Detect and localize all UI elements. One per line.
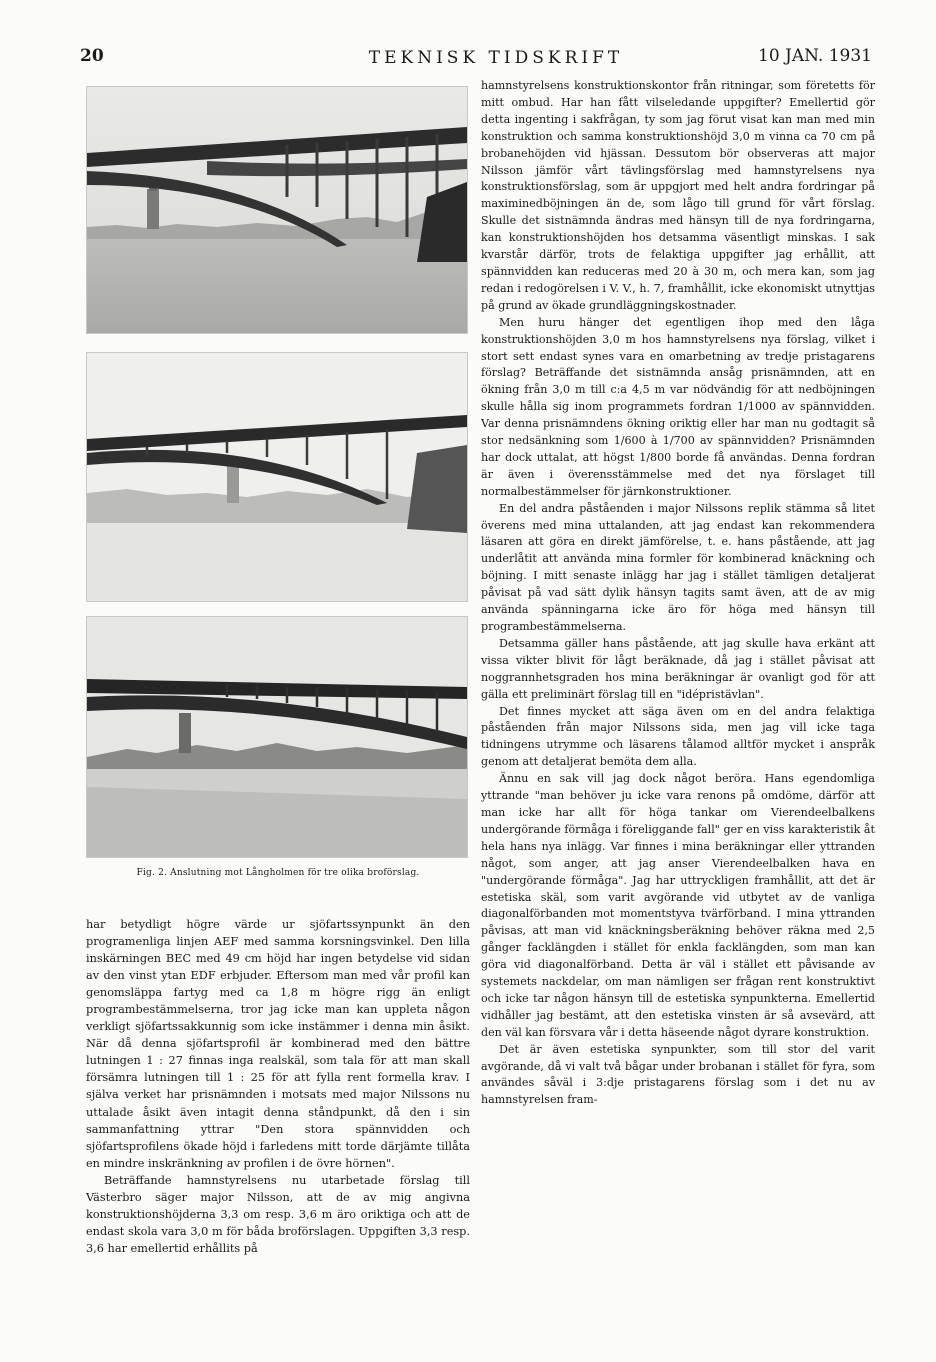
paragraph: Beträffande hamnstyrelsens nu utarbetade förslag till Västerbro säger major Nilsson, att de av mig angivna konstruktionshöjderna 3,3 om resp. 3,6 m äro oriktiga och att de endast skola vara 3,0 m för båda broförslagen. Uppgiften 3,3 resp. 3,6 har emellertid erhållits på bbox=[86, 1173, 470, 1255]
paragraph: hamnstyrelsens konstruktionskontor från ritningar, som företetts för mitt ombud. Har han fått vilseledande uppgifter? Emellertid gör detta ingenting i sakfrågan, ty som jag förut visat kan man med min konstruktion och samma konstruktionshöjd 3,0 m vinna ca 70 cm på brobanehöjden vid hjässan. Dessutom bör observeras att major Nilsson jämför vårt tävlingsförslag med hamnstyrelsens nya konstruktionsförslag, som är uppgjort med helt andra fordringar på maximinedböjningen än de, som lågo till grund för vårt förslag. Skulle det sistnämnda ändras med hänsyn till de nya fordringarna, kan konstruktionshöjden hos detsamma väsentligt minskas. I sak kvarstår därför, trots de felaktiga uppgifter jag erhållit, att spännvidden kan reduceras med 20 à 30 m, och mera kan, som jag redan i redogörelsen i V. V., h. 7, framhållit, icke ekonomiskt utnyttjas på grund av ökade grundläggningskostnader. bbox=[481, 79, 875, 312]
left-column bbox=[86, 86, 470, 1257]
page-header bbox=[80, 46, 872, 76]
paragraph: har betydligt högre värde ur sjöfartssynpunkt än den programenliga linjen AEF med samma korsningsvinkel. Den lilla inskärningen BEC med 49 cm höjd har ingen betydelse vid sidan av den vinst ytan EDF erbjuder. Eftersom man med vår profil kan genomsläppa fartyg med ca 1,8 m högre rigg än enligt programbestämmelserna, tror jag icke man kan uppleta någon verkligt sjöfartssakkunnig som icke instämmer i denna min åsikt. När då denna sjöfartsprofil är kombinerad med den bättre lutningen 1 : 27 finnas inga realskäl, som tala för att man skall försämra lutningen till 1 : 25 för att fylla rent formella krav. I själva verket har prisnämnden i motsats med major Nilssons nu uttalade åsikt även intagit denna ståndpunkt, då den i sin sammanfattning yttrar "Den stora spännvidden och sjöfartsprofilens ökade höjd i farledens mitt torde därjämte tillåta en mindre inskränkning av profilen i de övre hörnen". bbox=[86, 918, 470, 1170]
paragraph: Detsamma gäller hans påstående, att jag skulle hava erkänt att vissa vikter blivit för lågt beräknade, då jag i stället påvisat att noggrannhetsgraden hos mina beräkningar är ovanligt god för att gälla ett preliminärt förslag till en "idépristävlan". bbox=[481, 636, 875, 701]
right-column-text bbox=[481, 78, 875, 1109]
paragraph: Men huru hänger det egentligen ihop med den låga konstruktionshöjden 3,0 m hos hamnstyrelsens nya förslag, vilket i stort sett endast synes vara en omarbetning av tredje pristagarens förslag? Beträffande det sistnämnda ansåg prisnämnden, att en ökning från 3,0 m till c:a 4,5 m var nödvändig för att nedböjningen skulle hålla sig inom programmets fordran 1/1000 av spännvidden. Var denna prisnämndens ökning oriktig eller har man nu godtagit så stor nedsänkning som 1/600 à 1/700 av spännvidden? Prisnämnden har dock uttalat, att högst 1/800 borde få användas. Denna fordran är även i överensstämmelse med det nya förslaget till normalbestämmelser för järnkonstruktioner. bbox=[481, 315, 875, 498]
bridge-photo-1 bbox=[86, 86, 468, 334]
paragraph: Ännu en sak vill jag dock något beröra. Hans egendomliga yttrande "man behöver ju icke vara renons på omdöme, därför att man icke har allt för höga tankar om Vierendeelbalkens undergörande förmåga i föreliggande fall" ger en viss karakteristik åt hela hans nya inlägg. Var finnes i mina beräkningar eller yttranden något, som anger, att jag anser Vierendeelbalken hava en "undergörande förmåga". Jag har uttryckligen framhållit, att det är estetiska skäl, som varit avgörande vid utbytet av de vanliga diagonalförbanden mot momentstyva tvärförband. I mina yttranden påvisas, att man vid knäckningsberäkning behöver räkna med 2,5 gånger facklängden i stället för enkla facklängden, som man kan göra vid diagonalförband. Detta är väl i stället ett påvisande av systemets nackdelar, om man nämligen ser frågan rent konstruktivt och icke tar någon hänsyn till de estetiska synpunkterna. Emellertid vidhåller jag bestämt, att den estetiska vinsten är så avsevärd, att den väl kan försvara vår i detta häseende något dyrare konstruktion. bbox=[481, 772, 875, 1039]
right-column bbox=[481, 78, 875, 1109]
paragraph: En del andra påståenden i major Nilssons replik stämma så litet överens med mina uttalanden, att jag endast kan rekommendera läsaren att göra en direkt jämförelse, t. e. hans påstående, att jag underlåtit att använda mina formler för kombinerad knäckning och böjning. I mitt senaste inlägg har jag i stället tämligen detaljerat påvisat på vad sätt dylik hänsyn tagits samt även, att de av mig använda spänningarna icke äro för höga med hänsyn till programbestämmelserna. bbox=[481, 501, 875, 633]
journal-title: TEKNISK TIDSKRIFT bbox=[368, 48, 624, 68]
issue-date: 10 JAN. 1931 bbox=[758, 46, 872, 66]
page-number: 20 bbox=[80, 46, 104, 66]
left-column-text bbox=[86, 916, 470, 1257]
figure-caption: Fig. 2. Anslutning mot Långholmen för tre olika broförslag. bbox=[136, 868, 420, 878]
bridge-photo-3 bbox=[86, 616, 468, 858]
bridge-photo-2 bbox=[86, 352, 468, 602]
paragraph: Det finnes mycket att säga även om en del andra felaktiga påståenden från major Nilssons sida, men jag vill icke taga tidningens utrymme och läsarens tålamod alltför mycket i anspråk genom att detaljerat bemöta dem alla. bbox=[481, 704, 875, 769]
paragraph: Det är även estetiska synpunkter, som till stor del varit avgörande, då vi valt två bågar under brobanan i stället för fyra, som användes såväl i 3:dje pristagarens förslag som i det nu av hamnstyrelsen fram- bbox=[481, 1042, 875, 1107]
